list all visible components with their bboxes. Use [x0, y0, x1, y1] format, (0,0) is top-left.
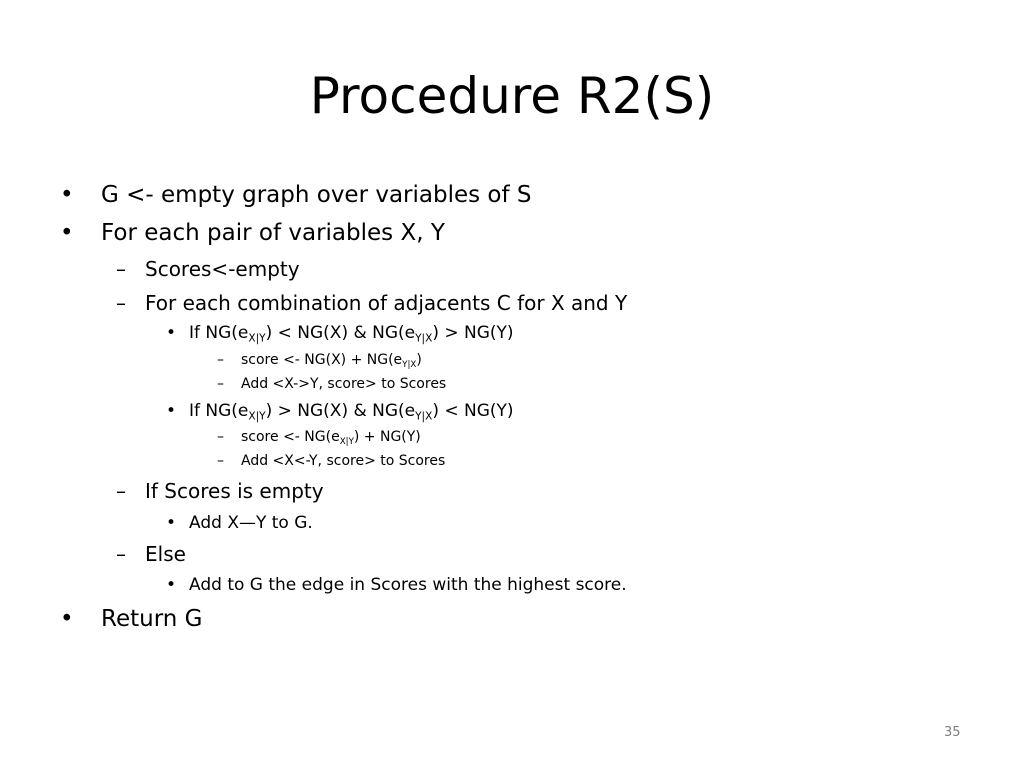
condition-text: If NG(e	[189, 323, 249, 343]
list-item-else: Else	[145, 542, 186, 566]
subscript: Y|X	[402, 360, 417, 371]
bullet-marker: •	[60, 182, 74, 208]
score-text: score <- NG(e	[241, 429, 340, 445]
slide-title: Procedure R2(S)	[309, 67, 715, 125]
list-item-score-1	[241, 352, 422, 371]
bullet-marker: •	[166, 513, 177, 533]
list-item-condition-2	[189, 401, 514, 421]
dash-marker: –	[116, 291, 126, 315]
list-item-add-backward: Add <X<-Y, score> to Scores	[241, 453, 446, 469]
list-item-for-each-combination: For each combination of adjacents C for X and Y	[145, 291, 628, 315]
bullet-marker: •	[166, 401, 177, 421]
subscript: Y|X	[415, 332, 433, 345]
condition-text: ) < NG(Y)	[432, 401, 514, 421]
dash-marker: –	[217, 453, 224, 469]
list-item-score-2	[241, 429, 421, 448]
score-text: score <- NG(X) + NG(e	[241, 352, 403, 368]
condition-text: ) < NG(X) & NG(e	[265, 323, 416, 343]
score-text: ) + NG(Y)	[353, 429, 421, 445]
list-item-return: Return G	[101, 606, 203, 632]
subscript: Y|X	[415, 410, 433, 423]
list-item-init-graph: G <- empty graph over variables of S	[101, 182, 532, 208]
list-item-add-undirected: Add X—Y to G.	[189, 513, 313, 533]
dash-marker: –	[217, 376, 224, 392]
list-item-scores-empty: Scores<-empty	[145, 257, 300, 281]
score-text: )	[416, 352, 422, 368]
bullet-marker: •	[60, 220, 74, 246]
page-number: 35	[944, 725, 961, 740]
dash-marker: –	[116, 257, 126, 281]
condition-text: If NG(e	[189, 401, 249, 421]
subscript: X|Y	[248, 410, 266, 423]
list-item-condition-1	[189, 323, 514, 343]
condition-text: ) > NG(Y)	[432, 323, 514, 343]
bullet-marker: •	[166, 575, 177, 595]
dash-marker: –	[217, 429, 224, 445]
dash-marker: –	[116, 542, 126, 566]
bullet-marker: •	[60, 606, 74, 632]
dash-marker: –	[217, 352, 224, 368]
list-item-for-each-pair: For each pair of variables X, Y	[101, 220, 445, 246]
list-item-add-forward: Add <X->Y, score> to Scores	[241, 376, 447, 392]
list-item-if-scores-empty: If Scores is empty	[145, 479, 324, 503]
list-item-add-best-edge: Add to G the edge in Scores with the highest score.	[189, 575, 627, 595]
dash-marker: –	[116, 479, 126, 503]
subscript: X|Y	[248, 332, 266, 345]
condition-text: ) > NG(X) & NG(e	[265, 401, 416, 421]
bullet-marker: •	[166, 323, 177, 343]
subscript: X|Y	[339, 437, 354, 448]
